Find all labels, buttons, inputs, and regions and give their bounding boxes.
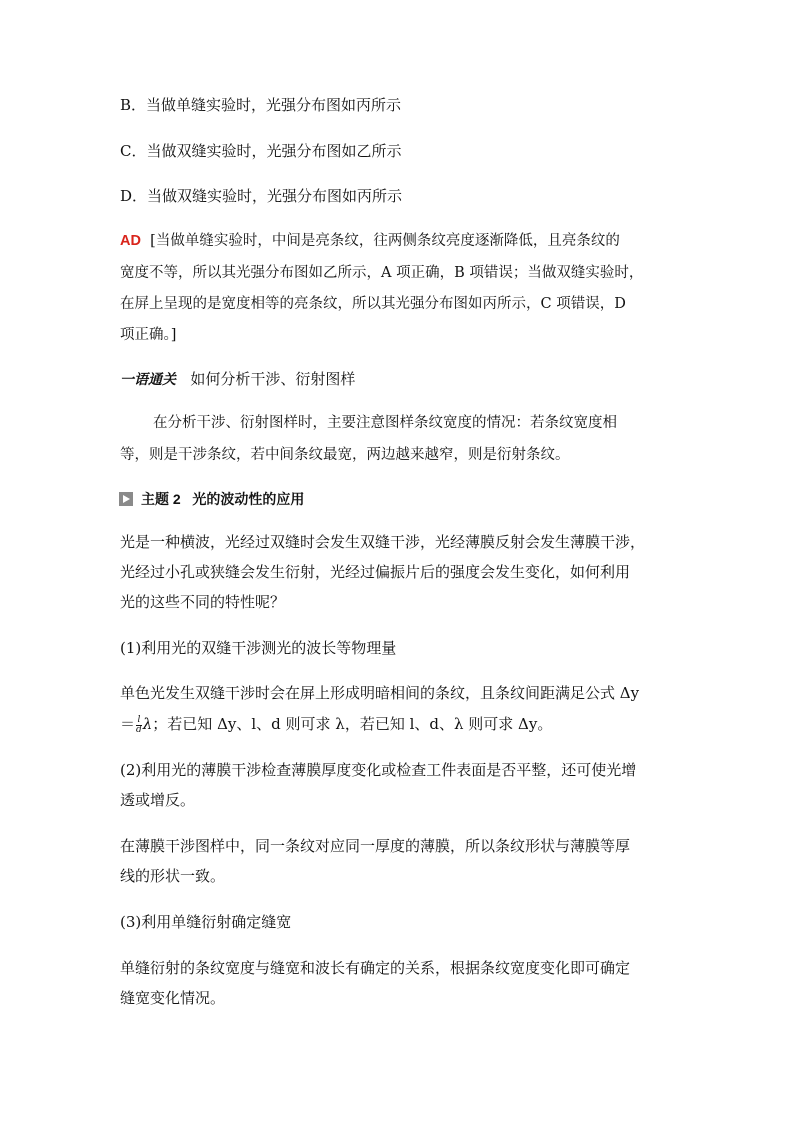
- topic-label: 主题 2: [141, 491, 181, 507]
- answer-line-1: [120, 231, 620, 251]
- answer-text-1: [当做单缝实验时，中间是亮条纹，往两侧条纹亮度逐渐降低，且亮条纹的: [150, 233, 620, 249]
- answer-line-4: 项正确。]: [120, 327, 177, 343]
- play-triangle-icon: [119, 492, 133, 506]
- section-2-line-2: 线的形状一致。: [120, 867, 226, 885]
- tip-header: [120, 369, 355, 390]
- section-1-heading: (1)利用光的双缝干涉测光的波长等物理量: [120, 639, 397, 657]
- tip-tag: 一语通关: [120, 371, 176, 387]
- answer-line-3: 在屏上呈现的是宽度相等的亮条纹，所以其光强分布图如丙所示，C 项错误，D: [120, 296, 626, 312]
- section-3-line-1: 单缝衍射的条纹宽度与缝宽和波长有确定的关系，根据条纹宽度变化即可确定: [120, 959, 631, 977]
- option-d: D．当做双缝实验时，光强分布图如丙所示: [120, 187, 403, 205]
- intro-line-1: 光是一种横波，光经过双缝时会发生双缝干涉，光经薄膜反射会发生薄膜干涉，: [120, 533, 646, 551]
- fraction-l-over-d: [136, 716, 142, 735]
- option-b: B．当做单缝实验时，光强分布图如丙所示: [120, 96, 402, 114]
- equals-sign: ＝: [120, 715, 136, 733]
- answer-line-2: 宽度不等，所以其光强分布图如乙所示，A 项正确，B 项错误；当做双缝实验时，: [120, 265, 644, 281]
- tip-line-2: 等，则是干涉条纹，若中间条纹最宽，两边越来越窄，则是衍射条纹。: [120, 447, 570, 463]
- section-1-rest: ；若已知 Δy、l、d 则可求 λ，若已知 l、d、λ 则可求 Δy。: [152, 715, 553, 733]
- section-3-heading: (3)利用单缝衍射确定缝宽: [120, 913, 292, 931]
- section-1-line-2: [120, 714, 552, 735]
- tip-title: 如何分析干涉、衍射图样: [190, 371, 356, 388]
- topic-heading: [119, 489, 304, 509]
- tip-line-1: 在分析干涉、衍射图样时，主要注意图样条纹宽度的情况：若条纹宽度相: [153, 415, 617, 431]
- answer-label: AD: [120, 233, 141, 249]
- section-3-line-2: 缝宽变化情况。: [120, 989, 226, 1007]
- section-1-line-1: 单色光发生双缝干涉时会在屏上形成明暗相间的条纹，且条纹间距满足公式 Δy: [120, 684, 640, 702]
- section-2-line-1: 在薄膜干涉图样中，同一条纹对应同一厚度的薄膜，所以条纹形状与薄膜等厚: [120, 837, 631, 855]
- topic-title: 光的波动性的应用: [192, 491, 305, 507]
- option-c: C．当做双缝实验时，光强分布图如乙所示: [120, 142, 402, 160]
- intro-line-2: 光经过小孔或狭缝会发生衍射，光经过偏振片后的强度会发生变化，如何利用: [120, 563, 631, 581]
- section-2-heading-1: (2)利用光的薄膜干涉检查薄膜厚度变化或检查工件表面是否平整，还可使光增: [120, 761, 637, 779]
- intro-line-3: 光的这些不同的特性呢？: [120, 593, 286, 611]
- fraction-numerator: l: [137, 714, 141, 725]
- lambda-symbol: λ: [142, 715, 153, 733]
- section-2-heading-2: 透或增反。: [120, 791, 196, 809]
- fraction-denominator: d: [136, 724, 142, 735]
